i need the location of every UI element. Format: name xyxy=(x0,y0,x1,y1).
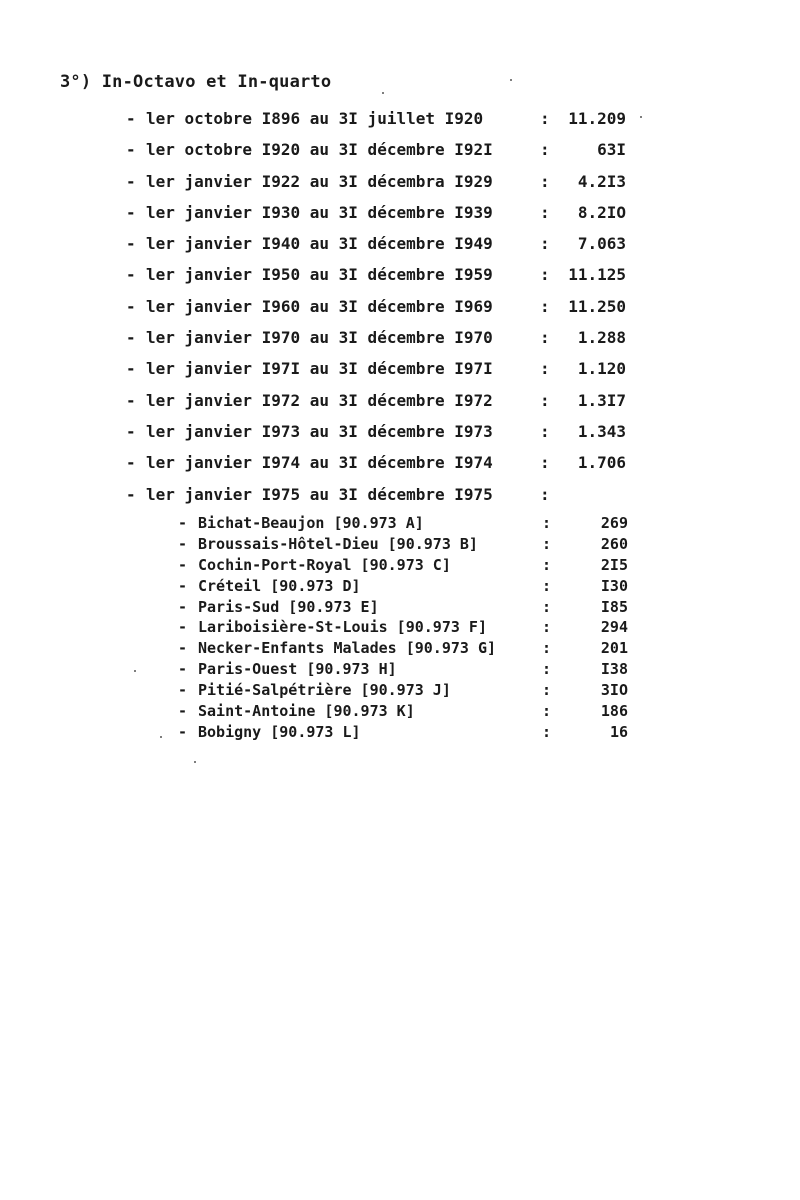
period-row xyxy=(126,106,646,137)
period-label: ler janvier I950 au 3I décembre I959 xyxy=(146,265,493,285)
row-separator: : xyxy=(542,555,552,574)
hospital-label: Lariboisière-St-Louis [90.973 F] xyxy=(198,618,487,637)
period-row xyxy=(126,482,646,513)
scan-speck xyxy=(134,670,136,672)
hospital-row xyxy=(178,576,648,597)
period-row xyxy=(126,231,646,262)
scan-speck xyxy=(382,92,384,94)
row-separator: : xyxy=(540,296,550,316)
row-dash: - xyxy=(126,484,136,504)
period-label: ler janvier I974 au 3I décembre I974 xyxy=(146,453,493,473)
scan-speck xyxy=(510,79,512,81)
hospital-count: 2I5 xyxy=(600,555,628,574)
hospital-count: 16 xyxy=(609,722,628,741)
period-label: ler janvier I973 au 3I décembre I973 xyxy=(146,421,493,441)
row-separator: : xyxy=(540,421,550,441)
period-count: 4.2I3 xyxy=(577,171,626,191)
hospital-count: I38 xyxy=(600,660,628,679)
row-separator: : xyxy=(542,702,552,721)
hospital-list xyxy=(178,513,648,743)
hospital-label: Saint-Antoine [90.973 K] xyxy=(198,702,415,721)
row-dash: - xyxy=(126,421,136,441)
hospital-row xyxy=(178,513,648,534)
period-label: ler octobre I920 au 3I décembre I92I xyxy=(146,140,493,160)
period-row xyxy=(126,388,646,419)
row-dash: - xyxy=(178,660,188,679)
hospital-row xyxy=(178,722,648,743)
row-separator: : xyxy=(540,171,550,191)
period-row xyxy=(126,294,646,325)
row-dash: - xyxy=(126,265,136,285)
hospital-row xyxy=(178,617,648,638)
period-label: ler janvier I960 au 3I décembre I969 xyxy=(146,296,493,316)
scan-speck xyxy=(194,761,196,763)
period-count: 1.120 xyxy=(577,359,626,379)
period-row xyxy=(126,169,646,200)
period-row xyxy=(126,450,646,481)
row-dash: - xyxy=(126,140,136,160)
period-count: 63I xyxy=(597,140,626,160)
row-separator: : xyxy=(540,453,550,473)
period-label: ler janvier I975 au 3I décembre I975 xyxy=(146,484,493,504)
row-separator: : xyxy=(542,660,552,679)
row-dash: - xyxy=(178,576,188,595)
row-dash: - xyxy=(126,234,136,254)
period-label: ler janvier I922 au 3I décembra I929 xyxy=(146,171,493,191)
row-dash: - xyxy=(178,722,188,741)
hospital-count: 294 xyxy=(600,618,628,637)
period-list xyxy=(126,106,646,513)
period-count: 11.250 xyxy=(568,296,626,316)
row-dash: - xyxy=(178,555,188,574)
period-count: 11.209 xyxy=(568,109,626,128)
hospital-label: Bichat-Beaujon [90.973 A] xyxy=(198,514,424,532)
period-count: 11.125 xyxy=(568,265,626,285)
hospital-count: 269 xyxy=(600,514,628,532)
hospital-count: 260 xyxy=(600,534,628,553)
hospital-count: 186 xyxy=(600,702,628,721)
row-dash: - xyxy=(126,171,136,191)
period-row xyxy=(126,325,646,356)
period-label: ler janvier I970 au 3I décembre I970 xyxy=(146,328,493,348)
hospital-label: Créteil [90.973 D] xyxy=(198,576,361,595)
hospital-count: I85 xyxy=(600,597,628,616)
hospital-count: 201 xyxy=(600,639,628,658)
period-row xyxy=(126,262,646,293)
row-separator: : xyxy=(540,140,550,160)
row-separator: : xyxy=(540,390,550,410)
row-dash: - xyxy=(178,534,188,553)
hospital-count: I30 xyxy=(600,576,628,595)
row-separator: : xyxy=(542,618,552,637)
period-count: 1.288 xyxy=(577,328,626,348)
period-label: ler janvier I972 au 3I décembre I972 xyxy=(146,390,493,410)
row-separator: : xyxy=(540,202,550,222)
hospital-count: 3IO xyxy=(600,681,628,700)
row-separator: : xyxy=(542,576,552,595)
row-separator: : xyxy=(542,639,552,658)
hospital-label: Paris-Sud [90.973 E] xyxy=(198,597,379,616)
period-row xyxy=(126,200,646,231)
hospital-row xyxy=(178,638,648,659)
scan-speck xyxy=(160,736,162,738)
row-separator: : xyxy=(542,534,552,553)
row-dash: - xyxy=(126,359,136,379)
period-row xyxy=(126,419,646,450)
row-separator: : xyxy=(542,722,552,741)
period-row xyxy=(126,356,646,387)
section-heading: 3°) In-Octavo et In-quarto xyxy=(60,72,332,92)
row-dash: - xyxy=(178,639,188,658)
row-dash: - xyxy=(178,618,188,637)
period-label: ler janvier I930 au 3I décembre I939 xyxy=(146,202,493,222)
period-label: ler janvier I97I au 3I décembre I97I xyxy=(146,359,493,379)
hospital-row xyxy=(178,534,648,555)
hospital-row xyxy=(178,659,648,680)
row-dash: - xyxy=(178,597,188,616)
period-count: 1.343 xyxy=(577,421,626,441)
period-count: 8.2IO xyxy=(577,202,626,222)
hospital-label: Cochin-Port-Royal [90.973 C] xyxy=(198,555,451,574)
period-row xyxy=(126,137,646,168)
hospital-row xyxy=(178,701,648,722)
row-dash: - xyxy=(126,453,136,473)
period-label: ler janvier I940 au 3I décembre I949 xyxy=(146,234,493,254)
hospital-label: Pitié-Salpétrière [90.973 J] xyxy=(198,681,451,700)
row-separator: : xyxy=(542,514,552,532)
row-dash: - xyxy=(178,681,188,700)
hospital-label: Bobigny [90.973 L] xyxy=(198,722,361,741)
row-separator: : xyxy=(540,265,550,285)
row-dash: - xyxy=(178,514,188,532)
row-separator: : xyxy=(542,597,552,616)
row-separator: : xyxy=(542,681,552,700)
hospital-label: Necker-Enfants Malades [90.973 G] xyxy=(198,639,497,658)
period-count: 7.063 xyxy=(577,234,626,254)
hospital-label: Broussais-Hôtel-Dieu [90.973 B] xyxy=(198,534,478,553)
hospital-row xyxy=(178,680,648,701)
row-separator: : xyxy=(540,328,550,348)
row-dash: - xyxy=(178,702,188,721)
period-count: 1.706 xyxy=(577,453,626,473)
row-separator: : xyxy=(540,109,550,128)
hospital-row xyxy=(178,555,648,576)
row-dash: - xyxy=(126,296,136,316)
row-separator: : xyxy=(540,484,550,504)
period-count: 1.3I7 xyxy=(577,390,626,410)
row-dash: - xyxy=(126,109,136,128)
row-dash: - xyxy=(126,202,136,222)
hospital-row xyxy=(178,597,648,618)
row-dash: - xyxy=(126,390,136,410)
row-separator: : xyxy=(540,359,550,379)
row-separator: : xyxy=(540,234,550,254)
scan-speck xyxy=(640,116,642,118)
row-dash: - xyxy=(126,328,136,348)
hospital-label: Paris-Ouest [90.973 H] xyxy=(198,660,397,679)
period-label: ler octobre I896 au 3I juillet I920 xyxy=(146,109,484,128)
